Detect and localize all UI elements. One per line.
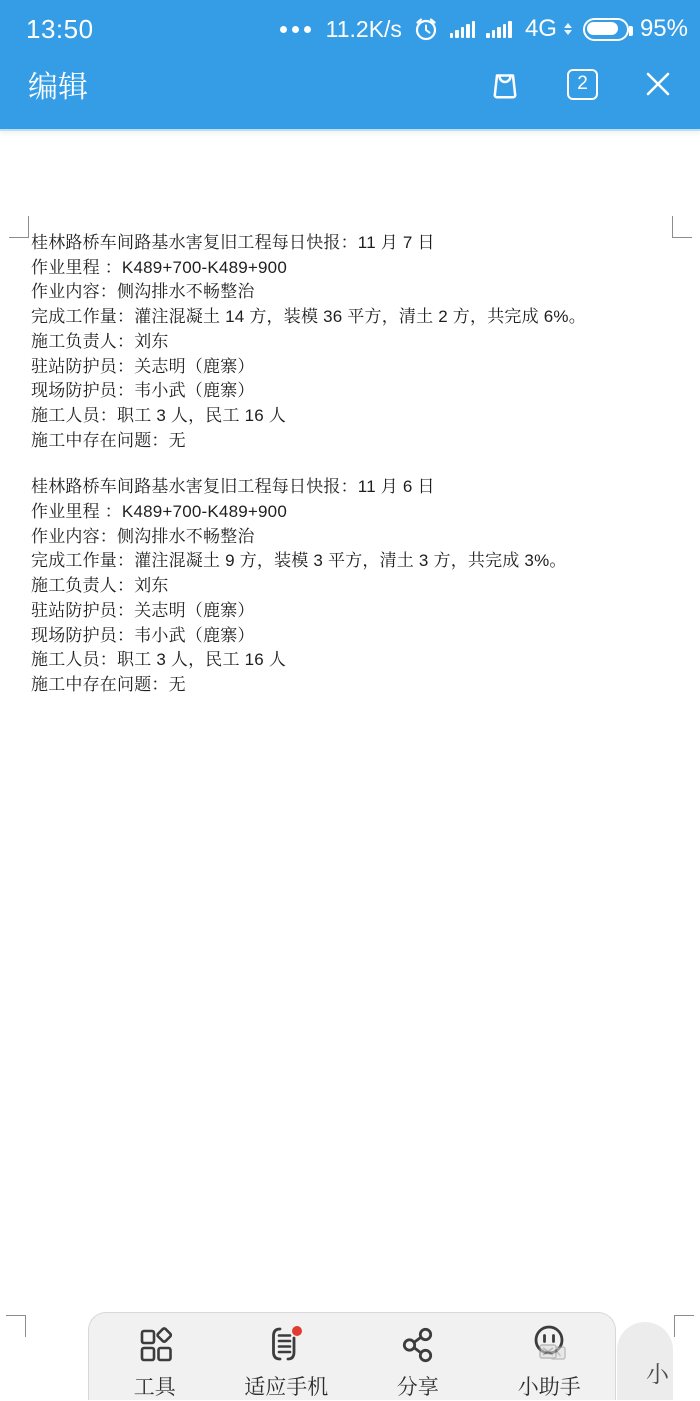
network-type-text: 4G [524,15,557,42]
report-line[interactable]: 施工负责人：刘东 [31,576,169,596]
report-line[interactable]: 施工负责人：刘东 [31,331,169,351]
report-line[interactable]: 施工中存在问题：无 [31,674,186,694]
report-line[interactable]: 驻站防护员：关志明（鹿寨） [31,356,255,376]
toolbar-item-label: 工具 [133,1376,176,1399]
report-line[interactable]: 驻站防护员：关志明（鹿寨） [31,600,255,620]
data-activity-icon [564,23,572,35]
toolbar-item-tools[interactable] [95,1324,215,1401]
signal-bars-icon-sim2 [486,20,512,38]
page-margin-mark-bottom-left [6,1315,26,1337]
toolbar-item-label: 分享 [396,1376,439,1399]
toolbar-item-fit-phone[interactable] [226,1324,346,1401]
report-line[interactable]: 完成工作量：灌注混凝土 9 方，装模 3 平方，清土 3 方，共完成 3%。 [31,551,567,571]
report-line[interactable]: 作业里程 ：K489+700-K489+900 [31,257,287,277]
share-icon [398,1324,438,1366]
broken-image-watermark [540,1345,565,1359]
report-line[interactable]: 施工人员：职工 3 人，民工 16 人 [31,405,287,425]
clock-text: 13:50 [26,13,94,44]
tools-grid-icon [135,1324,175,1366]
battery-icon [583,18,629,41]
daily-report-nov6 [31,475,661,697]
report-line[interactable]: 施工中存在问题：无 [31,430,186,450]
store-bag-button[interactable] [487,66,523,102]
report-line[interactable]: 现场防护员：韦小武（鹿寨） [31,625,255,645]
page-margin-mark-bottom-right [674,1315,694,1337]
status-bar [0,0,700,50]
floating-assistant-label: 小 [646,1361,669,1387]
assistant-face-icon [527,1324,571,1366]
report-line[interactable]: 现场防护员：韦小武（鹿寨） [31,381,255,401]
app-bar [0,50,700,118]
status-icons [280,15,688,43]
signal-bars-icon-sim1 [450,20,476,38]
report-line[interactable]: 作业里程 ：K489+700-K489+900 [31,502,287,522]
alarm-icon [413,16,439,42]
network-speed-text: 11.2K/s [325,15,402,42]
page-title: 编辑 [28,71,88,104]
toolbar-item-assistant[interactable] [489,1324,609,1401]
notification-overflow-icon [280,26,311,33]
toolbar-item-label: 小助手 [517,1376,581,1399]
battery-percent-text: 95% [639,15,688,42]
page-margin-mark-top-left [9,216,29,238]
report-line[interactable]: 桂林路桥车间路基水害复旧工程每日快报：11 月 6 日 [31,477,435,497]
fit-phone-icon [264,1324,308,1366]
toolbar-item-share[interactable] [358,1324,478,1401]
toolbar-item-label: 适应手机 [244,1376,329,1399]
report-line[interactable]: 作业内容：侧沟排水不畅整治 [31,526,255,546]
app-bar-actions [487,66,674,102]
bottom-toolbar [88,1312,616,1400]
app-header [0,0,700,131]
report-line[interactable]: 作业内容：侧沟排水不畅整治 [31,282,255,302]
document-body[interactable] [31,231,661,698]
report-line[interactable]: 桂林路桥车间路基水害复旧工程每日快报：11 月 7 日 [31,233,435,252]
page-margin-mark-top-right [672,216,692,238]
close-button[interactable] [642,68,674,100]
report-line[interactable]: 施工人员：职工 3 人，民工 16 人 [31,650,287,670]
daily-report-nov7 [31,231,661,453]
document-switcher-button[interactable]: 2 [567,69,598,100]
report-line[interactable]: 完成工作量：灌注混凝土 14 方，装模 36 平方，清土 2 方，共完成 6%。 [31,307,586,327]
